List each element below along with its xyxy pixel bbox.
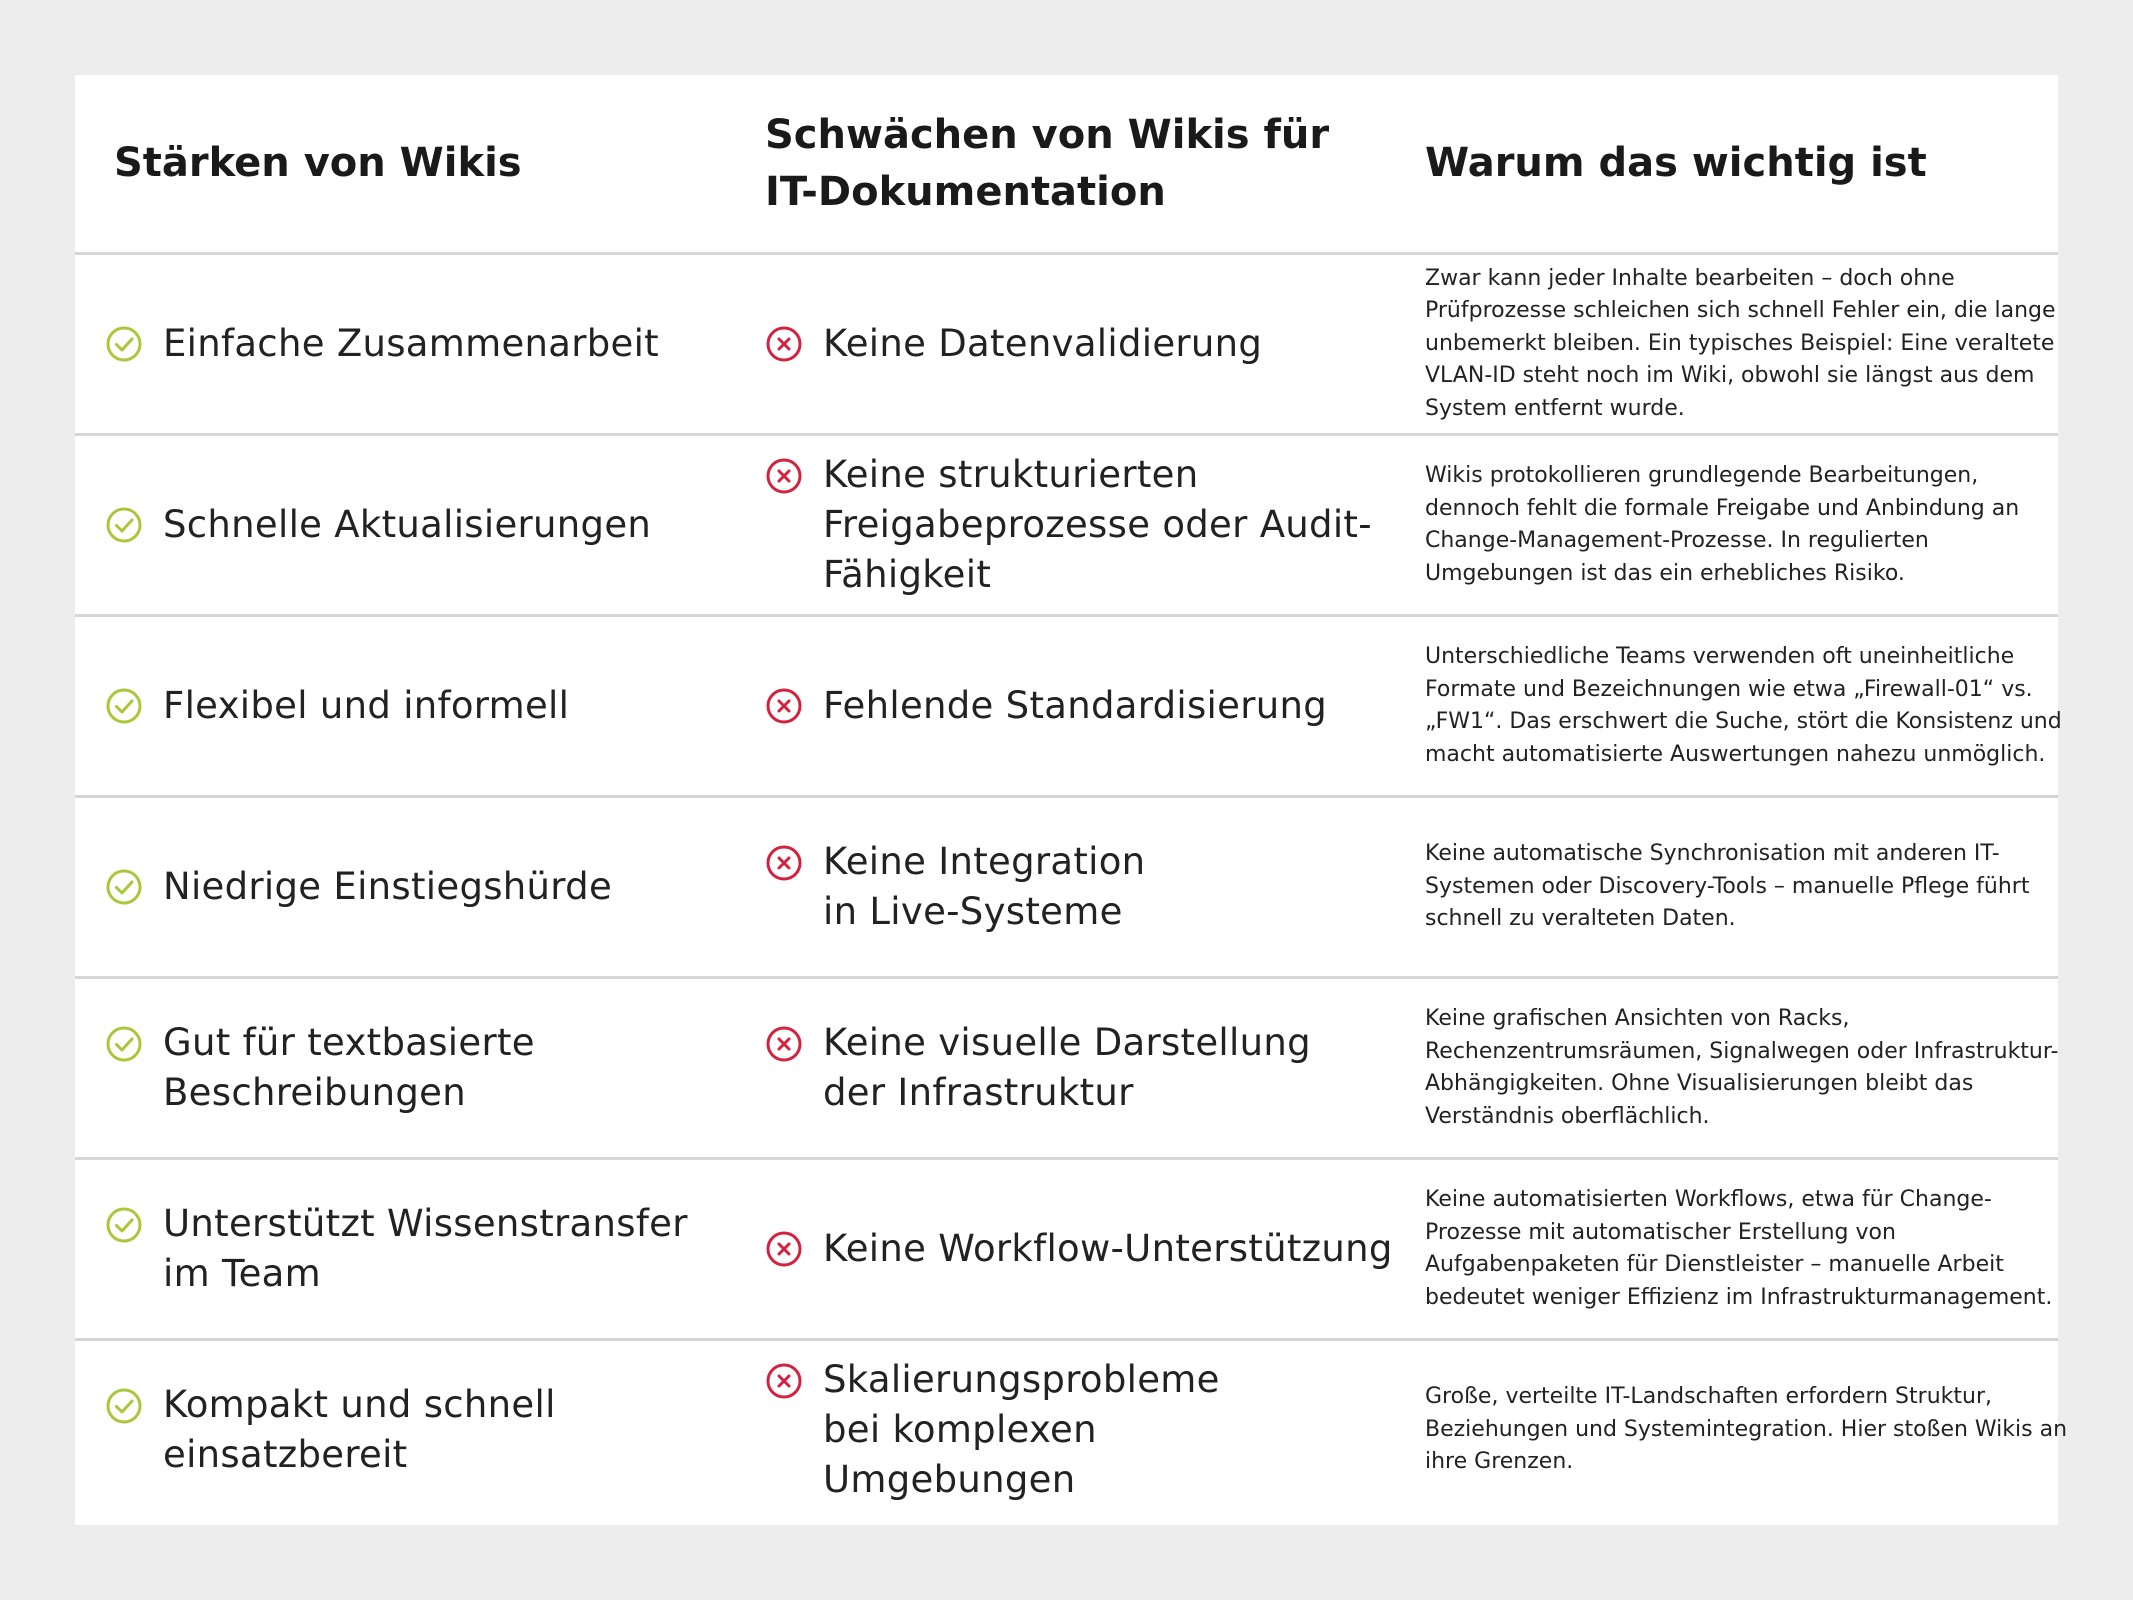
strength-cell <box>105 798 735 976</box>
reason-cell <box>1425 255 2115 433</box>
reason-text: Zwar kann jeder Inhalte bearbeiten – doch ohne Prüfprozesse schleichen sich schnell Fehler ein, die lange unbemerkt bleiben. Ein typisches Beispiel: Eine veraltete VLAN-ID steht noch im Wiki, obwohl sie längst aus dem System entfernt wurde. <box>1425 265 2056 421</box>
cross-circle-icon <box>765 325 803 363</box>
reason-cell <box>1425 617 2115 795</box>
cross-circle-icon <box>765 844 803 882</box>
strength-text: Kompakt und schnell einsatzbereit <box>163 1383 556 1476</box>
header-reasons: Warum das wichtig ist <box>1425 140 1927 186</box>
weakness-cell <box>765 436 1425 614</box>
reason-cell <box>1425 798 2115 976</box>
strength-cell <box>105 1341 735 1519</box>
check-circle-icon <box>105 1025 143 1063</box>
header-weaknesses: Schwächen von Wikis für IT-Dokumentation <box>765 111 1330 215</box>
reason-text: Keine grafischen Ansichten von Racks, Rechenzentrumsräumen, Signalwegen oder Infrastruktur-Abhängigkeiten. Ohne Visualisierungen bleibt das Verständnis oberflächlich. <box>1425 1006 2059 1129</box>
strength-cell <box>105 1160 735 1338</box>
reason-text: Keine automatisierten Workflows, etwa für Change-Prozesse mit automatischer Erstellung von Aufgabenpaketen für Dienstleister – manuelle Arbeit bedeutet weniger Effizienz im Infrastrukturmanagement. <box>1425 1187 2053 1310</box>
check-circle-icon <box>105 868 143 906</box>
weakness-text: Keine Workflow-Unterstützung <box>823 1227 1393 1270</box>
check-circle-icon <box>105 687 143 725</box>
weakness-text: Keine strukturierten Freigabeprozesse oder Audit-Fähigkeit <box>823 453 1372 596</box>
weakness-cell <box>765 798 1425 976</box>
strength-cell <box>105 617 735 795</box>
strength-text: Einfache Zusammenarbeit <box>163 322 659 365</box>
comparison-table <box>75 75 2068 1525</box>
reason-cell <box>1425 1341 2115 1519</box>
table-row <box>75 798 2058 979</box>
reason-text: Wikis protokollieren grundlegende Bearbeitungen, dennoch fehlt die formale Freigabe und Anbindung an Change-Management-Prozesse. In regulierten Umgebungen ist das ein erhebliches Risiko. <box>1425 463 2020 586</box>
cross-circle-icon <box>765 1230 803 1268</box>
strength-text: Niedrige Einstiegshürde <box>163 865 613 908</box>
weakness-cell <box>765 1341 1425 1519</box>
strength-text: Flexibel und informell <box>163 684 570 727</box>
reason-cell <box>1425 979 2115 1157</box>
strength-cell <box>105 979 735 1157</box>
cross-circle-icon <box>765 1025 803 1063</box>
weakness-cell <box>765 617 1425 795</box>
strength-cell <box>105 255 735 433</box>
weakness-text: Keine Integration in Live-Systeme <box>823 840 1146 933</box>
table-row <box>75 1341 2068 1522</box>
reason-cell <box>1425 436 2115 614</box>
header-strengths: Stärken von Wikis <box>114 140 522 186</box>
cross-circle-icon <box>765 457 803 495</box>
table-row <box>75 1160 2058 1341</box>
reason-text: Unterschiedliche Teams verwenden oft uneinheitliche Formate und Bezeichnungen wie etwa „Firewall-01“ vs. „FW1“. Das erschwert die Suche, stört die Konsistenz und macht automatisierte Auswertungen nahezu unmöglich. <box>1425 644 2062 767</box>
table-row <box>75 617 2062 798</box>
strength-text: Gut für textbasierte Beschreibungen <box>163 1021 535 1114</box>
weakness-text: Skalierungsprobleme bei komplexen Umgebungen <box>823 1358 1220 1501</box>
cross-circle-icon <box>765 1362 803 1400</box>
check-circle-icon <box>105 325 143 363</box>
reason-text: Keine automatische Synchronisation mit anderen IT-Systemen oder Discovery-Tools – manuelle Pflege führt schnell zu veralteten Daten. <box>1425 841 2030 932</box>
table-row <box>75 436 2058 617</box>
reason-text: Große, verteilte IT-Landschaften erfordern Struktur, Beziehungen und Systemintegration. Hier stoßen Wikis an ihre Grenzen. <box>1425 1384 2068 1475</box>
table-row <box>75 979 2058 1160</box>
weakness-text: Keine Datenvalidierung <box>823 322 1263 365</box>
weakness-cell <box>765 979 1425 1157</box>
strength-cell <box>105 436 735 614</box>
weakness-text: Fehlende Standardisierung <box>823 684 1328 727</box>
weakness-cell <box>765 1160 1425 1338</box>
strength-text: Schnelle Aktualisierungen <box>163 503 652 546</box>
weakness-text: Keine visuelle Darstellung der Infrastruktur <box>823 1021 1311 1114</box>
table-header <box>75 75 2058 255</box>
strength-text: Unterstützt Wissenstransfer im Team <box>163 1202 688 1295</box>
check-circle-icon <box>105 1206 143 1244</box>
cross-circle-icon <box>765 687 803 725</box>
check-circle-icon <box>105 1387 143 1425</box>
check-circle-icon <box>105 506 143 544</box>
table-row <box>75 255 2058 436</box>
table-body <box>75 255 2068 1522</box>
reason-cell <box>1425 1160 2115 1338</box>
weakness-cell <box>765 255 1425 433</box>
